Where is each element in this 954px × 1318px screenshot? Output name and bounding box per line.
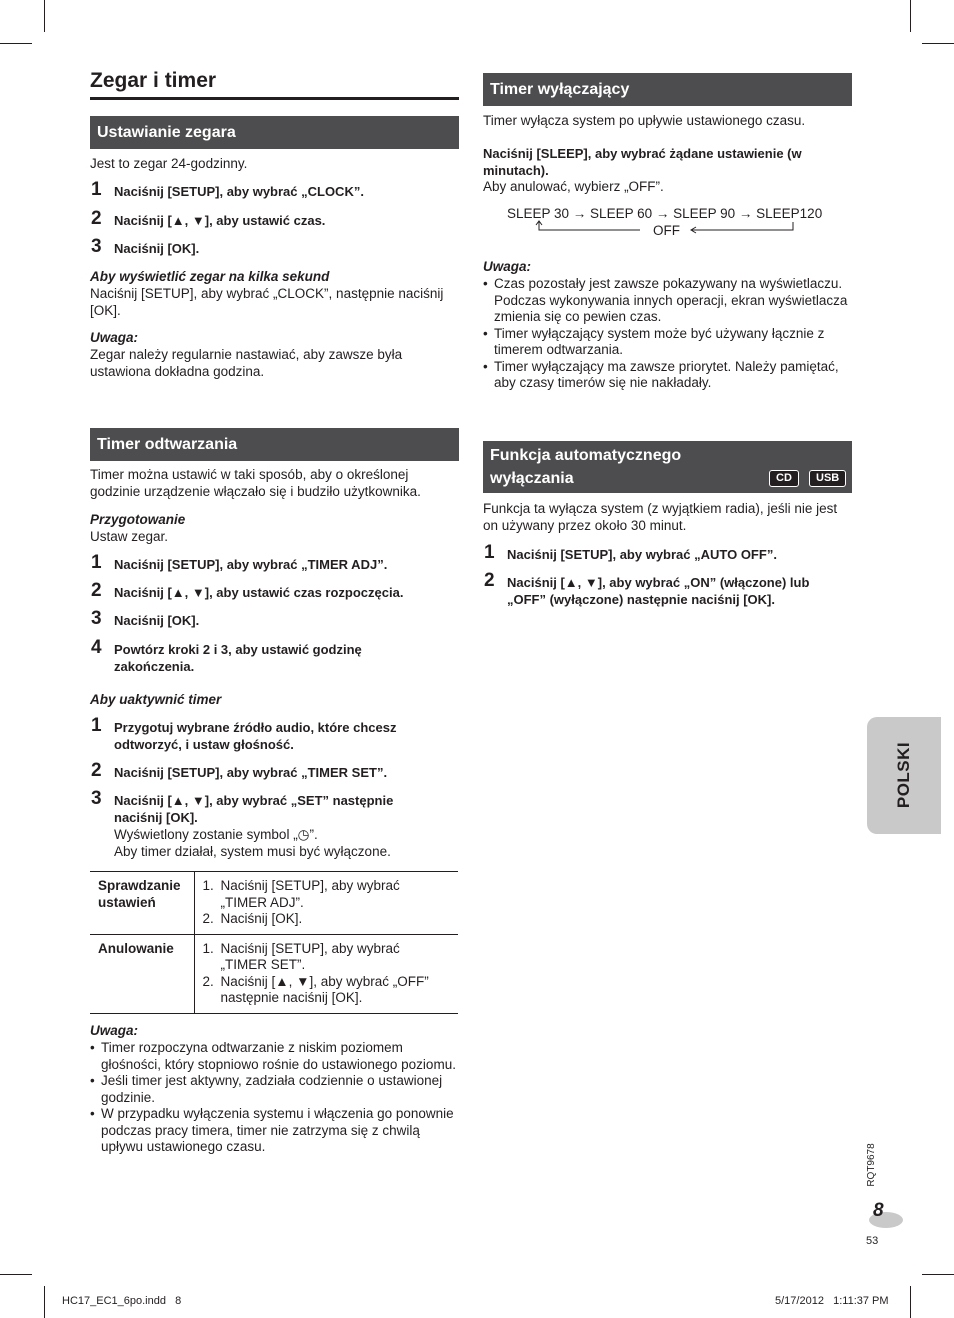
activate-extra-1: Wyświetlony zostanie symbol „◷”. <box>114 827 318 842</box>
table-row <box>90 934 458 1013</box>
step-number: 2 <box>91 580 102 601</box>
crop-mark <box>922 43 954 44</box>
clock-step-2: Naciśnij [▲, ▼], aby ustawić czas. <box>114 213 326 228</box>
list-item: • Czas pozostały jest zawsze pokazywany na wyświetlaczu. Podczas wykonywania innych operacji, ekran wyświetlacza zmienia się co pewien czas. <box>483 276 852 326</box>
auto-off-intro: Funkcja ta wyłącza system (z wyjątkiem radia), jeśli nie jest on używany przez około 30 minut. <box>483 501 838 533</box>
crop-mark <box>0 43 32 44</box>
page-sub-number: 53 <box>866 1235 879 1247</box>
play-note-label: Uwaga: <box>90 1023 139 1038</box>
table-row <box>90 872 458 935</box>
table-row-content <box>194 872 458 935</box>
prep-text: Ustaw zegar. <box>90 529 169 544</box>
step-number: 3 <box>91 608 102 629</box>
list-item: 1. Naciśnij [SETUP], aby wybrać „TIMER ADJ”. <box>202 878 400 910</box>
clock-note-label: Uwaga: <box>90 330 139 345</box>
section-heading-play-timer: Timer odtwarzania <box>90 428 459 461</box>
activate-extra-2: Aby timer działał, system musi być wyłączone. <box>114 844 391 859</box>
auto-off-step-2: Naciśnij [▲, ▼], aby wybrać „ON” (włączone) lub „OFF” (wyłączone) następnie naciśnij [OK]. <box>507 575 810 607</box>
sleep-note-label: Uwaga: <box>483 259 532 274</box>
clock-step-1: Naciśnij [SETUP], aby wybrać „CLOCK”. <box>114 184 364 199</box>
crop-mark <box>44 0 45 32</box>
play-step-3: Naciśnij [OK]. <box>114 613 200 628</box>
footer-filename: HC17_EC1_6po.indd 8 <box>62 1295 182 1307</box>
auto-off-heading-line1: Funkcja automatycznego <box>490 447 682 464</box>
clock-note-text: Zegar należy regularnie nastawiać, aby zawsze była ustawiona dokładna godzina. <box>90 347 403 379</box>
step-number: 1 <box>91 715 102 736</box>
sleep-instruction: Naciśnij [SLEEP], aby wybrać żądane ustawienie (w minutach). <box>483 146 802 178</box>
language-tab-label: POLSKI <box>893 741 913 809</box>
step-number: 1 <box>91 179 102 200</box>
play-timer-intro: Timer można ustawić w taki sposób, aby o określonej godzinie urządzenie włączało się i budziło użytkownika. <box>90 467 421 499</box>
list-item: 2. Naciśnij [▲, ▼], aby wybrać „OFF” następnie naciśnij [OK]. <box>202 973 429 1005</box>
list-item: 1. Naciśnij [SETUP], aby wybrać „TIMER SET”. <box>202 940 400 972</box>
table-row-content <box>194 934 458 1013</box>
page-title: Zegar i timer <box>90 68 459 100</box>
list-item: • Jeśli timer jest aktywny, zadziała codziennie o ustawionej godzinie. <box>90 1073 458 1106</box>
crop-mark <box>910 0 911 32</box>
list-item: • Timer rozpoczyna odtwarzanie z niskim poziomem głośności, który stopniowo rośnie do ustawionego poziomu. <box>90 1040 458 1073</box>
sleep-cancel: Aby anulować, wybierz „OFF”. <box>483 179 664 194</box>
document-code: RQT9678 <box>865 1143 877 1187</box>
section-heading-sleep-timer: Timer wyłączający <box>483 73 852 106</box>
activate-step-1: Przygotuj wybrane źródło audio, które chcesz odtworzyć, i ustaw głośność. <box>114 720 397 752</box>
page-number: 8 <box>873 1200 884 1221</box>
section-heading-clock: Ustawianie zegara <box>90 116 459 149</box>
list-item: • Timer wyłączający ma zawsze priorytet. Należy pamiętać, aby czasy timerów się nie nakładały. <box>483 359 852 392</box>
sleep-cycle: SLEEP 30 → SLEEP 60 → SLEEP 90 → SLEEP120 <box>507 206 823 221</box>
sleep-cycle-off: OFF <box>653 223 680 238</box>
auto-off-step-1: Naciśnij [SETUP], aby wybrać „AUTO OFF”. <box>507 547 777 562</box>
table-row-label: Anulowanie <box>90 934 194 1013</box>
crop-mark <box>0 1274 32 1275</box>
table-row-label: Sprawdzanie ustawień <box>90 872 194 935</box>
usb-badge: USB <box>809 470 846 487</box>
play-notes-list <box>90 1040 458 1156</box>
play-step-2: Naciśnij [▲, ▼], aby ustawić czas rozpoczęcia. <box>114 585 404 600</box>
clock-subheading: Aby wyświetlić zegar na kilka sekund <box>90 269 330 284</box>
step-number: 4 <box>91 637 102 658</box>
footer-timestamp: 5/17/2012 1:11:37 PM <box>775 1295 889 1307</box>
prep-label: Przygotowanie <box>90 512 186 527</box>
step-number: 2 <box>91 208 102 229</box>
play-step-1: Naciśnij [SETUP], aby wybrać „TIMER ADJ”. <box>114 557 388 572</box>
sleep-notes-list <box>483 276 852 392</box>
cd-badge: CD <box>769 470 799 487</box>
step-number: 1 <box>484 542 495 563</box>
step-number: 2 <box>91 760 102 781</box>
list-item: 2. Naciśnij [OK]. <box>202 911 303 926</box>
step-number: 2 <box>484 570 495 591</box>
step-number: 3 <box>91 236 102 257</box>
crop-mark <box>910 1286 911 1318</box>
sleep-intro: Timer wyłącza system po upływie ustawionego czasu. <box>483 113 806 128</box>
activate-label: Aby uaktywnić timer <box>90 692 222 707</box>
crop-mark <box>922 1274 954 1275</box>
clock-subtext: Naciśnij [SETUP], aby wybrać „CLOCK”, następnie naciśnij [OK]. <box>90 286 444 318</box>
play-step-4: Powtórz kroki 2 i 3, aby ustawić godzinę zakończenia. <box>114 642 362 674</box>
page-number-badge <box>866 1208 904 1230</box>
activate-step-2: Naciśnij [SETUP], aby wybrać „TIMER SET”. <box>114 765 388 780</box>
clock-step-3: Naciśnij [OK]. <box>114 241 200 256</box>
auto-off-heading-line2: wyłączania <box>490 470 574 487</box>
list-item: • Timer wyłączający system może być używany łącznie z timerem odtwarzania. <box>483 326 852 359</box>
clock-intro: Jest to zegar 24-godzinny. <box>90 156 248 171</box>
crop-mark <box>44 1286 45 1318</box>
timer-options-table <box>90 871 458 1014</box>
step-number: 3 <box>91 788 102 809</box>
list-item: • W przypadku wyłączenia systemu i włączenia go ponownie podczas pracy timera, timer nie zatrzyma się z chwilą upływu ustawionego czasu. <box>90 1106 458 1156</box>
activate-step-3: Naciśnij [▲, ▼], aby wybrać „SET” następnie naciśnij [OK]. <box>114 793 394 825</box>
step-number: 1 <box>91 552 102 573</box>
